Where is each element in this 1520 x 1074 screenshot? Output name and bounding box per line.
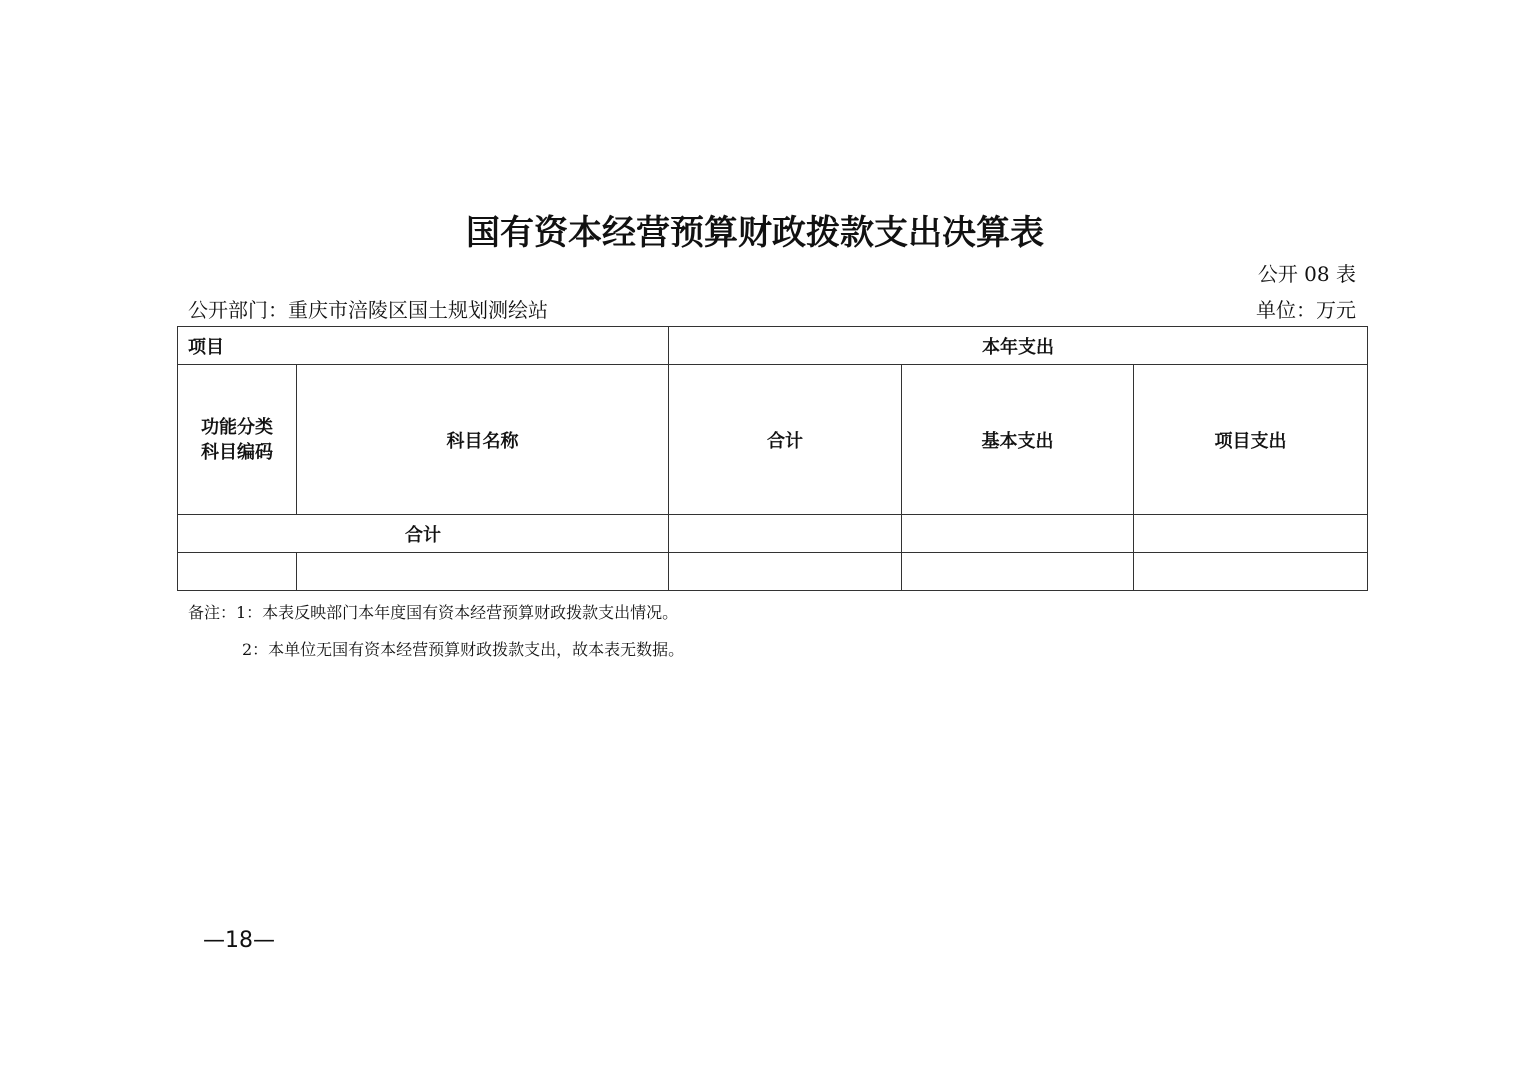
name-cell [297, 553, 669, 591]
budget-table [177, 326, 1368, 591]
basic-cell [902, 515, 1134, 553]
col-project-header: 项目支出 [1134, 365, 1368, 515]
col-total-header: 合计 [669, 365, 902, 515]
note-2: 2：本单位无国有资本经营预算财政拨款支出，故本表无数据。 [242, 640, 685, 659]
page-title: 国有资本经营预算财政拨款支出决算表 [466, 213, 1044, 253]
col-code-header [178, 365, 297, 515]
col-code-label: 功能分类科目编码 [201, 416, 273, 463]
header-item: 项目 [178, 327, 669, 365]
table-subheader-row [178, 365, 1368, 515]
header-expense: 本年支出 [669, 327, 1368, 365]
project-cell [1134, 515, 1368, 553]
code-cell [178, 553, 297, 591]
form-number: 公开 08 表 [1257, 262, 1356, 286]
department-label: 公开部门：重庆市涪陵区国土规划测绘站 [188, 298, 548, 322]
col-basic-header: 基本支出 [902, 365, 1134, 515]
note-1: 备注：1：本表反映部门本年度国有资本经营预算财政拨款支出情况。 [188, 603, 679, 622]
table-row [178, 553, 1368, 591]
unit-label: 单位：万元 [1256, 298, 1356, 322]
total-label: 合计 [178, 515, 669, 553]
total-cell [669, 553, 902, 591]
col-name-header: 科目名称 [297, 365, 669, 515]
project-cell [1134, 553, 1368, 591]
table-row-total [178, 515, 1368, 553]
total-cell [669, 515, 902, 553]
basic-cell [902, 553, 1134, 591]
table-header-row [178, 327, 1368, 365]
page-number: —18— [203, 928, 275, 953]
